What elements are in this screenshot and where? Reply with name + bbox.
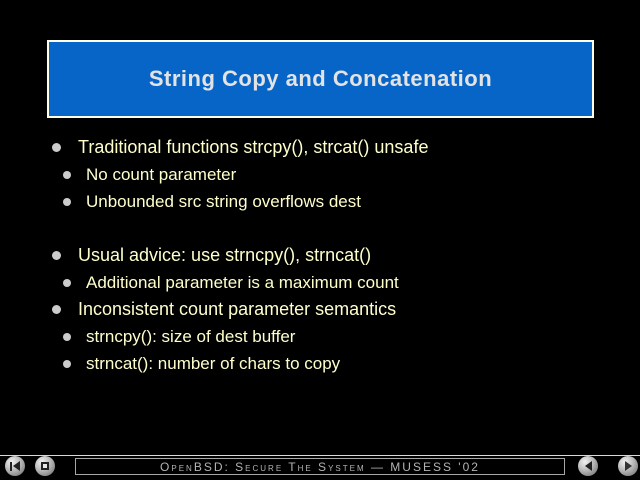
bullet-icon bbox=[63, 333, 71, 341]
bullet-line bbox=[0, 134, 640, 161]
bullet-text: strncat(): number of chars to copy bbox=[86, 353, 341, 373]
bullet-text: Unbounded src string overflows dest bbox=[86, 191, 361, 211]
bullet-icon bbox=[63, 198, 71, 206]
bullet-icon bbox=[63, 360, 71, 368]
bullet-text: Inconsistent count parameter semantics bbox=[78, 299, 397, 319]
bullet-text: No count parameter bbox=[86, 164, 237, 184]
bullet-line bbox=[0, 296, 640, 323]
bullet-line bbox=[0, 350, 640, 377]
bullet-text: Additional parameter is a maximum count bbox=[86, 272, 399, 292]
bullet-line bbox=[0, 269, 640, 296]
bullet-icon bbox=[63, 279, 71, 287]
bullet-line bbox=[0, 161, 640, 188]
page-title: String Copy and Concatenation bbox=[148, 66, 493, 91]
back-arrow-icon bbox=[585, 461, 592, 471]
footer-divider bbox=[0, 455, 640, 456]
bullet-text: strncpy(): size of dest buffer bbox=[86, 326, 296, 346]
bullet-text: Usual advice: use strncpy(), strncat() bbox=[78, 245, 372, 265]
bullet-text: Traditional functions strcpy(), strcat() unsafe bbox=[78, 137, 429, 157]
status-text: OpenBSD: Secure The System — MUSESS '02 bbox=[160, 459, 480, 474]
bullet-icon bbox=[63, 171, 71, 179]
skip-to-start-icon bbox=[10, 462, 12, 471]
stop-button[interactable] bbox=[35, 456, 55, 476]
bullet-icon bbox=[52, 251, 61, 260]
bullet-line bbox=[0, 323, 640, 350]
forward-arrow-icon bbox=[625, 461, 632, 471]
bullet-icon bbox=[52, 305, 61, 314]
previous-slide-button[interactable] bbox=[578, 456, 598, 476]
stop-square-icon bbox=[41, 462, 49, 470]
bullet-icon bbox=[52, 143, 61, 152]
bullet-line bbox=[0, 242, 640, 269]
footer-status-box bbox=[75, 458, 565, 475]
bullet-line bbox=[0, 188, 640, 215]
first-slide-button[interactable] bbox=[5, 456, 25, 476]
slide-title-banner bbox=[47, 40, 594, 118]
next-slide-button[interactable] bbox=[618, 456, 638, 476]
